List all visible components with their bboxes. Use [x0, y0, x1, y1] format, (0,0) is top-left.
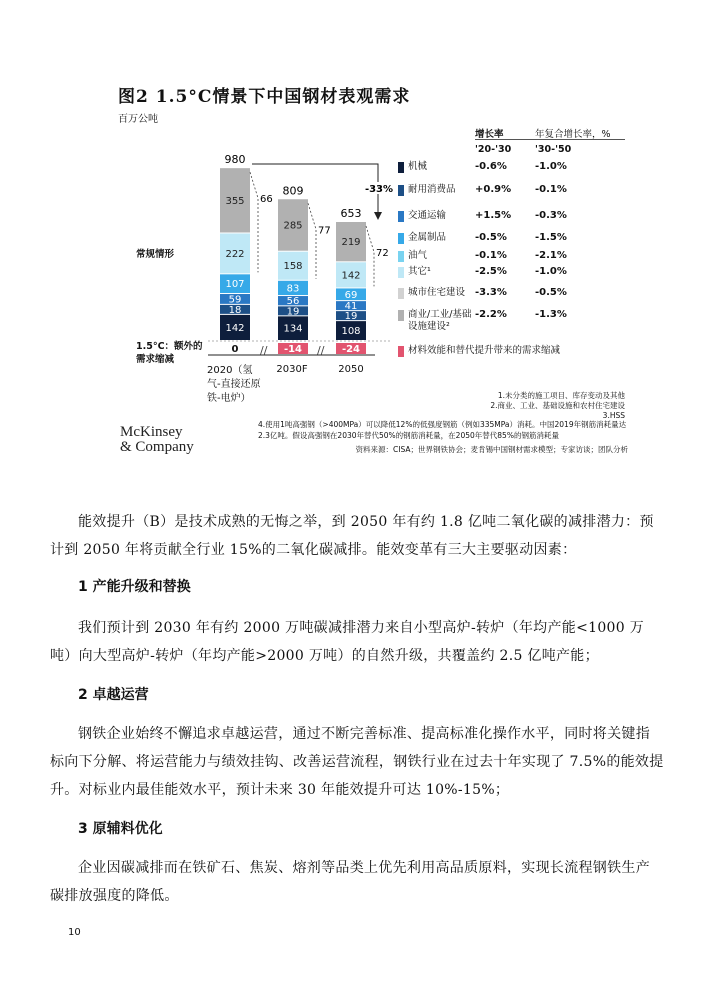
source-note: 资料来源：CISA；世界钢铁协会；麦肯锡中国钢材需求模型；专家访谈；团队分析: [355, 445, 628, 454]
legend-growth-30-50-0: -1.0%: [535, 161, 567, 172]
bar-total-label-0: 980: [224, 153, 246, 167]
legend-growth-30-50-5: -1.0%: [535, 266, 567, 277]
bar-value-label-1-3: 83: [286, 283, 300, 295]
extra-label-2: 72: [376, 248, 389, 260]
category-label-2050: 2050: [338, 364, 364, 375]
bar-total-label-1: 809: [282, 184, 304, 198]
legend-label-4: 油气: [408, 250, 428, 261]
legend-growth-20-30-2: +1.5%: [475, 210, 512, 221]
bar-value-label-2-1: 19: [344, 311, 358, 323]
bar-value-label-2-4: 142: [341, 270, 361, 282]
legend-swatch-1: [398, 185, 404, 196]
bar-value-label-1-0: 134: [283, 323, 303, 335]
paragraph-2: 我们预计到 2030 年有约 2000 万吨碳减排潜力来自小型高炉-转炉（年均产能<1000 万吨）向大型高炉-转炉（年均产能>2000 万吨）的自然升级，共覆盖约 2.5 亿吨产能；: [50, 620, 644, 664]
paragraph-3: 钢铁企业始终不懈追求卓越运营，通过不断完善标准、提高标准化操作水平，同时将关键指标向下分解、将运营能力与绩效挂钩、改善运营流程，钢铁行业在过去十年实现了 7.5%的能效提升。对标业内最佳能效水平，预计未来 30 年能效提升可达 10%-15%；: [50, 726, 664, 798]
extra-connector-1: [308, 203, 316, 279]
legend-label-1: 耐用消费品: [408, 184, 456, 195]
note-3: 3.HSS: [602, 411, 625, 420]
decline-arrowhead: [374, 212, 382, 220]
mckinsey-logo: [120, 425, 194, 455]
legend-growth-20-30-7: -2.2%: [475, 309, 507, 320]
legend-swatch-6: [398, 288, 404, 299]
page-number: 10: [68, 927, 81, 938]
bar-value-label-0-0: 142: [225, 322, 245, 334]
heading-2: 2 卓越运营: [78, 687, 149, 703]
extra-label-1: 77: [318, 225, 331, 237]
bar-value-label-1-5: 285: [283, 220, 303, 232]
axis-break-mark-1: //: [260, 344, 268, 357]
note-4: 4.使用1吨高强钢（>400MPa）可以降低12%的低强度钢筋（例如335MPa）消耗。中国2019年钢筋消耗量达2.3亿吨。假设高强钢在2030年替代50%的钢筋消耗量，在2050年替代85%的钢筋消耗量: [258, 420, 627, 440]
extra-connector-2: [366, 226, 374, 286]
logo-line-1: McKinsey: [120, 424, 183, 440]
header-period-1: '20-'30: [475, 144, 512, 155]
legend-growth-30-50-4: -2.1%: [535, 250, 567, 261]
paragraph-4: 企业因碳减排而在铁矿石、焦炭、熔剂等品类上优先利用高品质原料，实现长流程钢铁生产碳排放强度的降低。: [50, 860, 650, 904]
bar-value-label-1-2: 56: [286, 296, 300, 308]
row-label-baseline: 常规情形: [136, 249, 175, 260]
bar-value-label-0-3: 107: [225, 279, 245, 291]
note-2: 2.商业、工业、基础设施和农村住宅建设: [490, 401, 625, 410]
bar-value-label-0-5: 355: [225, 195, 245, 207]
axis-break-mark-2: //: [317, 344, 325, 357]
legend-growth-20-30-4: -0.1%: [475, 250, 507, 261]
header-growth: 增长率: [475, 129, 504, 140]
figure-unit: 百万公吨: [118, 114, 158, 125]
legend-swatch-4: [398, 251, 404, 262]
heading-3: 3 原辅料优化: [78, 821, 163, 837]
legend-swatch-0: [398, 162, 404, 173]
legend-label-2: 交通运输: [408, 210, 447, 221]
figure-title: 图2 1.5°C情景下中国钢材表观需求: [118, 87, 411, 107]
legend-label-6: 城市住宅建设: [408, 287, 466, 298]
logo-line-2: & Company: [120, 439, 194, 455]
bar-total-label-2: 653: [340, 207, 362, 221]
bar-value-label-0-2: 59: [228, 294, 242, 306]
note-1: 1.未分类的施工项目、库存变动及其他: [497, 391, 625, 400]
extra-connector-0: [250, 172, 258, 272]
legend-swatch-3: [398, 233, 404, 244]
bar-value-label-2-2: 41: [344, 301, 358, 313]
bar-value-label-1-1: 19: [286, 306, 300, 318]
legend-label-8: 材料效能和替代提升带来的需求缩减: [408, 345, 561, 356]
bar-value-label-2-5: 219: [341, 237, 361, 249]
header-cagr: 年复合增长率，%: [535, 129, 611, 140]
category-label-2030: 2030F: [276, 364, 308, 375]
legend-label-3: 金属制品: [408, 232, 447, 243]
legend-growth-30-50-3: -1.5%: [535, 232, 567, 243]
legend-label-7: 商业/工业/基础设施建设²: [408, 309, 472, 332]
stacked-bar-chart: [0, 0, 710, 400]
legend-growth-30-50-7: -1.3%: [535, 309, 567, 320]
legend-label-5: 其它¹: [408, 266, 431, 277]
decline-label: -33%: [364, 184, 394, 195]
bar-value-label-0-1: 18: [228, 304, 242, 316]
legend-label-0: 机械: [408, 161, 428, 172]
bar-value-label-2-0: 108: [341, 326, 361, 338]
category-label-2020: 2020（氢气-直接还原铁-电炉）: [207, 365, 261, 404]
legend-growth-20-30-6: -3.3%: [475, 287, 507, 298]
heading-1: 1 产能升级和替换: [78, 579, 191, 595]
header-period-2: '30-'50: [535, 144, 572, 155]
reduction-value-label-0: 0: [231, 344, 239, 355]
reduction-value-label-2: -24: [341, 344, 361, 355]
legend-growth-20-30-0: -0.6%: [475, 161, 507, 172]
legend-growth-30-50-2: -0.3%: [535, 210, 567, 221]
paragraph-1: 能效提升（B）是技术成熟的无悔之举，到 2050 年有约 1.8 亿吨二氧化碳的减排潜力：预计到 2050 年将贡献全行业 15%的二氧化碳减排。能效变革有三大主要驱动因素：: [50, 514, 654, 558]
reduction-value-label-1: -14: [283, 344, 303, 355]
legend-growth-20-30-1: +0.9%: [475, 184, 512, 195]
bar-value-label-1-4: 158: [283, 261, 303, 273]
legend-growth-30-50-6: -0.5%: [535, 287, 567, 298]
row-label-extra: 1.5°C：额外的需求缩减: [136, 341, 203, 365]
legend-swatch-2: [398, 211, 404, 222]
legend-swatch-8: [398, 346, 404, 357]
legend-growth-20-30-5: -2.5%: [475, 266, 507, 277]
legend-swatch-5: [398, 267, 404, 278]
bar-value-label-0-4: 222: [225, 248, 245, 260]
extra-label-0: 66: [260, 194, 273, 206]
bar-value-label-2-3: 69: [344, 289, 358, 301]
legend-growth-20-30-3: -0.5%: [475, 232, 507, 243]
legend-growth-30-50-1: -0.1%: [535, 184, 567, 195]
legend-swatch-7: [398, 310, 404, 321]
